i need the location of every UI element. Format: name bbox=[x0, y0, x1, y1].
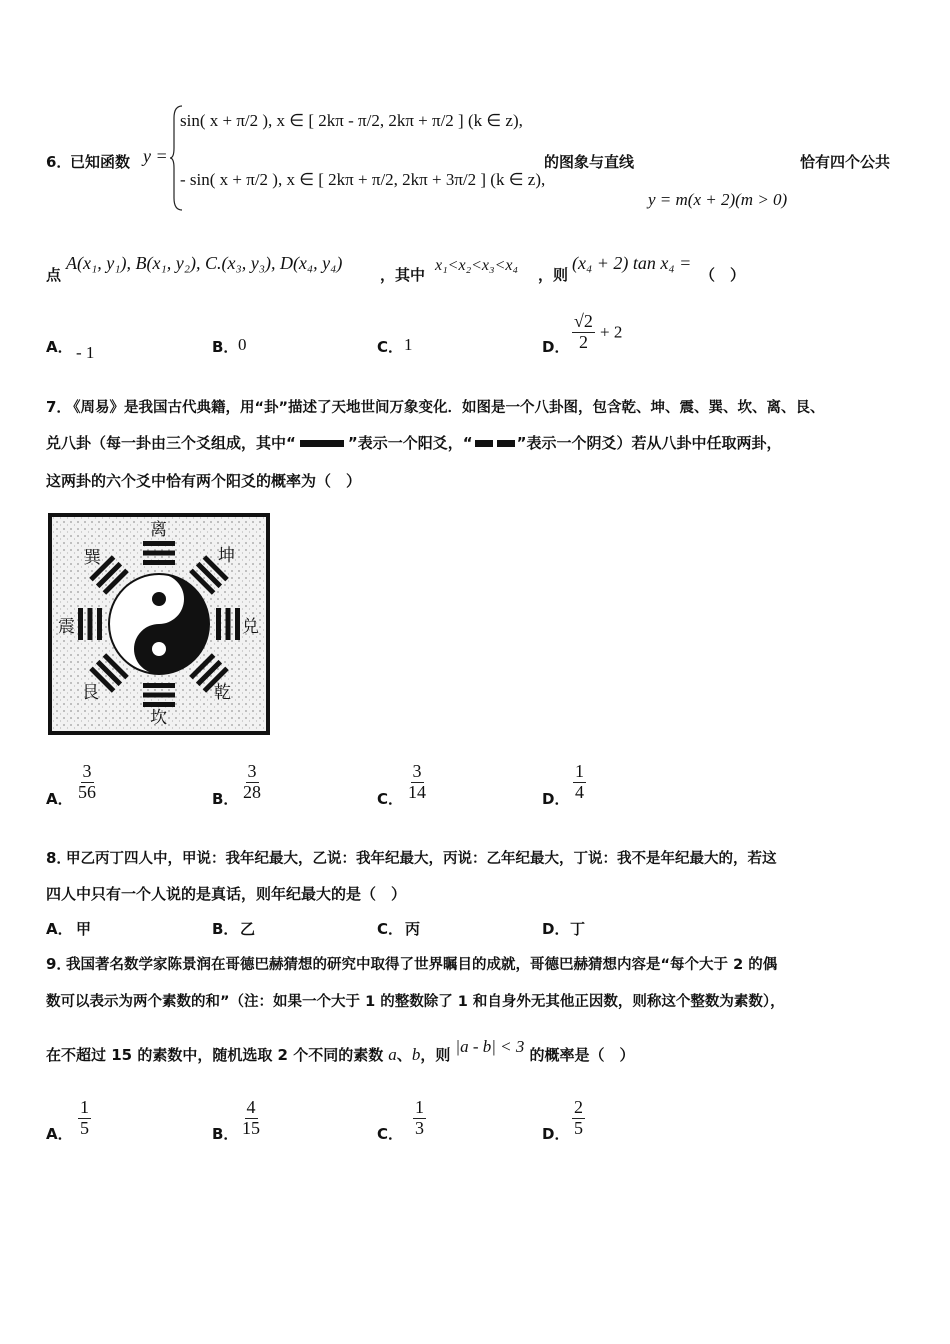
q6-number: 6． bbox=[46, 153, 72, 171]
q6-y-eq: y = bbox=[143, 146, 168, 166]
q6-line2-then: ，则 bbox=[538, 266, 569, 284]
q7-line2-b: ”表示一个阳爻，“ bbox=[347, 434, 473, 452]
yin-line-symbol-left bbox=[475, 440, 493, 447]
q6-option-a-label[interactable]: A． bbox=[46, 338, 73, 356]
q6-option-c-label[interactable]: C． bbox=[377, 338, 404, 356]
fraction-numerator: 3 bbox=[82, 761, 92, 781]
fraction-numerator: √2 bbox=[574, 311, 593, 331]
q7-option-d-label[interactable]: D． bbox=[542, 790, 570, 808]
bagua-label-gen: 艮 bbox=[82, 683, 99, 703]
q9-option-c-fraction bbox=[413, 1098, 426, 1139]
q8-option-b-label[interactable]: B． bbox=[212, 920, 239, 938]
fraction-numerator: 4 bbox=[246, 1097, 256, 1117]
q8-option-a-label[interactable]: A． bbox=[46, 920, 73, 938]
q8-number: 8． bbox=[46, 849, 72, 867]
q6-mid: 的图象与直线 bbox=[544, 153, 635, 171]
bagua-label-kun: 坤 bbox=[218, 546, 235, 566]
fraction-denominator: 15 bbox=[242, 1117, 260, 1138]
q9-line3-b: ，则 bbox=[420, 1046, 451, 1064]
q8-option-d-label[interactable]: D． bbox=[542, 920, 570, 938]
yang-line-symbol bbox=[300, 440, 344, 447]
q7-line2 bbox=[46, 432, 781, 453]
q8-line1: 甲乙丙丁四人中，甲说：我年纪最大，乙说：我年纪最大，丙说：乙年纪最大，丁说：我不是年纪最大的，若这 bbox=[66, 851, 777, 867]
fraction-denominator: 14 bbox=[408, 781, 426, 802]
yin-yang-icon bbox=[109, 574, 209, 674]
q6-tail: 恰有四个公共 bbox=[800, 153, 891, 171]
fraction bbox=[572, 312, 595, 353]
q9-line3-a: 在不超过 15 的素数中，随机选取 2 个不同的素数 bbox=[46, 1046, 384, 1064]
q9-var-a: a bbox=[388, 1045, 397, 1064]
q7-option-b-fraction bbox=[241, 762, 263, 803]
q6-option-b-label[interactable]: B． bbox=[212, 338, 239, 356]
q8-line2: 四人中只有一个人说的是真话，则年纪最大的是（ ） bbox=[46, 885, 407, 903]
bagua-label-qian: 乾 bbox=[214, 683, 231, 703]
bagua-label-kan: 坎 bbox=[150, 708, 167, 728]
fraction-denominator: 4 bbox=[575, 781, 584, 802]
q9-condition: |a - b| < 3 bbox=[455, 1037, 525, 1056]
q8-option-a-value: 甲 bbox=[76, 920, 92, 938]
fraction-numerator: 3 bbox=[247, 761, 257, 781]
q6-paren: （ ） bbox=[700, 266, 746, 284]
q6-option-a-value: - 1 bbox=[76, 343, 95, 362]
fraction-numerator: 1 bbox=[80, 1097, 89, 1117]
q9-option-b-label[interactable]: B． bbox=[212, 1125, 239, 1143]
q7-line2-a: 兑八卦（每一卦由三个爻组成，其中“ bbox=[46, 434, 296, 452]
fraction-denominator: 3 bbox=[415, 1117, 424, 1138]
bagua-label-li: 离 bbox=[150, 520, 167, 540]
bagua-label-dui: 兑 bbox=[242, 617, 259, 637]
q8-option-c-label[interactable]: C． bbox=[377, 920, 404, 938]
q6-option-c-value: 1 bbox=[404, 335, 413, 354]
q8-option-c-value: 丙 bbox=[405, 920, 421, 938]
q9-option-d-fraction bbox=[572, 1098, 585, 1139]
q6-option-d-value bbox=[572, 312, 622, 353]
fraction-denominator: 2 bbox=[578, 331, 588, 352]
q7-option-a-fraction bbox=[76, 762, 98, 803]
q7-line1: 《周易》是我国古代典籍，用“卦”描述了天地世间万象变化．如图是一个八卦图，包含乾、坤、震、巽、坎、离、艮、 bbox=[66, 400, 825, 416]
q6-line2-start: 点 bbox=[46, 266, 62, 284]
fraction-denominator: 5 bbox=[574, 1117, 583, 1138]
q6-option-d-label[interactable]: D． bbox=[542, 338, 570, 356]
q9-sep: 、 bbox=[396, 1046, 412, 1064]
q9-var-b: b bbox=[411, 1045, 421, 1064]
q7-option-c-label[interactable]: C． bbox=[377, 790, 404, 808]
q9-option-d-label[interactable]: D． bbox=[542, 1125, 570, 1143]
fraction-numerator: 1 bbox=[575, 761, 584, 781]
q7-option-b-label[interactable]: B． bbox=[212, 790, 239, 808]
q7-option-a-label[interactable]: A． bbox=[46, 790, 73, 808]
q6-case2: - sin( x + π/2 ), x ∈ [ 2kπ + π/2, 2kπ + 3π/2 ] (k ∈ z), bbox=[180, 170, 546, 189]
q6-option-d-tail: + 2 bbox=[599, 322, 623, 342]
yin-line-symbol-right bbox=[497, 440, 515, 447]
q7-line3: 这两卦的六个爻中恰有两个阳爻的概率为（ ） bbox=[46, 472, 362, 490]
q6-points: A(x₁, y₁), B(x₁, y₂), C.(x₃, y₃), D(x₄, y₄) bbox=[66, 253, 343, 273]
q8-option-d-value: 丁 bbox=[570, 920, 586, 938]
q6-order: x₁<x₂<x₃<x₄ bbox=[435, 257, 519, 274]
q7-option-c-fraction bbox=[406, 762, 428, 803]
q9-line3 bbox=[46, 1037, 635, 1065]
q7-line2-c: ”表示一个阴爻）若从八卦中任取两卦， bbox=[516, 434, 782, 452]
q9-option-c-label[interactable]: C． bbox=[377, 1125, 404, 1143]
q7-number: 7． bbox=[46, 398, 72, 416]
bagua-label-xun: 巽 bbox=[84, 548, 101, 568]
q6-expr: (x₄ + 2) tan x₄ = bbox=[572, 253, 692, 273]
q9-line1: 我国著名数学家陈景润在哥德巴赫猜想的研究中取得了世界瞩目的成就，哥德巴赫猜想内容是“每个大于 2 的偶 bbox=[66, 957, 778, 973]
fraction-numerator: 2 bbox=[574, 1097, 583, 1117]
q9-option-b-fraction bbox=[240, 1098, 262, 1139]
q6-option-b-value: 0 bbox=[238, 335, 247, 354]
q8-option-b-value: 乙 bbox=[240, 920, 256, 938]
q9-option-a-label[interactable]: A． bbox=[46, 1125, 73, 1143]
q9-line2: 数可以表示为两个素数的和”（注：如果一个大于 1 的整数除了 1 和自身外无其他正因数，则称这个整数为素数）， bbox=[46, 994, 785, 1010]
q6-lead: 已知函数 bbox=[70, 153, 131, 171]
bagua-figure bbox=[48, 513, 270, 735]
q7-option-d-fraction bbox=[573, 762, 586, 803]
q9-line3-c: 的概率是（ ） bbox=[529, 1046, 635, 1064]
fraction-numerator: 1 bbox=[415, 1097, 424, 1117]
fraction-numerator: 3 bbox=[412, 761, 422, 781]
q9-option-a-fraction bbox=[78, 1098, 91, 1139]
q6-line-eq: y = m(x + 2)(m > 0) bbox=[648, 190, 788, 209]
fraction-denominator: 56 bbox=[78, 781, 96, 802]
fraction-denominator: 28 bbox=[243, 781, 261, 802]
fraction-denominator: 5 bbox=[80, 1117, 89, 1138]
q9-number: 9． bbox=[46, 955, 72, 973]
bagua-label-zhen: 震 bbox=[58, 617, 75, 637]
q6-line2-mid: ，其中 bbox=[380, 266, 426, 284]
q6-case1: sin( x + π/2 ), x ∈ [ 2kπ - π/2, 2kπ + π/2 ] (k ∈ z), bbox=[180, 111, 523, 130]
